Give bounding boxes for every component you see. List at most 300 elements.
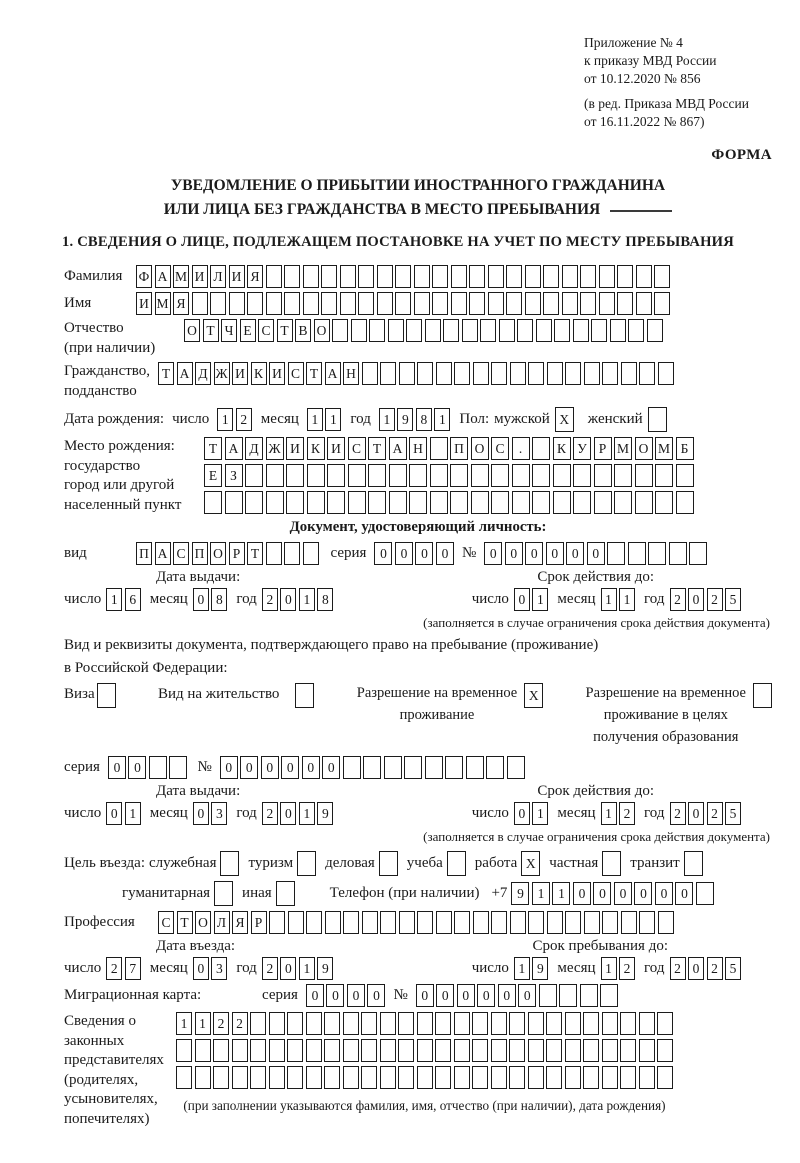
- ref-line-5: от 16.11.2022 № 867): [584, 113, 705, 129]
- char-box: 0: [347, 984, 365, 1007]
- char-box: [377, 292, 393, 315]
- char-box: 0: [614, 882, 632, 905]
- form-title-line2: ИЛИ ЛИЦА БЕЗ ГРАЖДАНСТВА В МЕСТО ПРЕБЫВАНИЯ: [163, 201, 601, 219]
- char-box: 1: [532, 588, 548, 611]
- char-box: [583, 1066, 599, 1089]
- char-box: [580, 292, 596, 315]
- char-box: [363, 756, 381, 779]
- char-box: [491, 1039, 507, 1062]
- char-box: 0: [566, 542, 584, 565]
- char-box: [562, 292, 578, 315]
- char-box: [499, 319, 515, 342]
- char-box: А: [389, 437, 407, 460]
- char-box: [491, 464, 509, 487]
- char-box: [430, 491, 448, 514]
- char-box: А: [155, 265, 171, 288]
- stay-day-boxes: [514, 957, 549, 980]
- char-box: 9: [397, 408, 413, 431]
- char-box: [546, 1039, 562, 1062]
- char-box: А: [177, 362, 193, 385]
- birth-year-label: год: [350, 411, 371, 428]
- char-box: [229, 292, 245, 315]
- char-box: [657, 1012, 673, 1035]
- char-box: [377, 265, 393, 288]
- res-series-row: [64, 756, 772, 779]
- char-box: [332, 319, 348, 342]
- residence-doc-line1: Вид и реквизиты документа, подтверждающего право на пребывание (проживание): [64, 637, 599, 654]
- char-box: [528, 362, 544, 385]
- form-title-line1: УВЕДОМЛЕНИЕ О ПРИБЫТИИ ИНОСТРАННОГО ГРАЖДАНИНА: [170, 177, 666, 195]
- char-box: [654, 265, 670, 288]
- char-box: [454, 1039, 470, 1062]
- stay-month-boxes: [601, 957, 636, 980]
- birth-place-boxes-row1: [204, 437, 694, 460]
- char-box: С: [173, 542, 189, 565]
- char-box: [425, 319, 441, 342]
- purpose-row-2: [122, 881, 772, 906]
- ref-line-2: к приказу МВД России: [584, 53, 717, 69]
- entry-date-label: Дата въезда:: [156, 938, 236, 955]
- char-box: [528, 1012, 544, 1035]
- form-title: [64, 174, 772, 222]
- section1-heading: 1. СВЕДЕНИЯ О ЛИЦЕ, ПОДЛЕЖАЩЕМ ПОСТАНОВКЕ НА УЧЕТ ПО МЕСТУ ПРЕБЫВАНИЯ: [62, 234, 734, 251]
- char-box: [435, 1039, 451, 1062]
- char-box: [398, 1039, 414, 1062]
- char-box: 0: [128, 756, 146, 779]
- char-box: 0: [193, 802, 209, 825]
- res-issue-group: число 0 1 месяц 0 3 год 2 0 1 9: [64, 802, 342, 825]
- char-box: [462, 319, 478, 342]
- representatives-label: Сведения о законных представителях (родителях, усыновителях, попечителях): [64, 1013, 164, 1127]
- surname-label: Фамилия: [64, 268, 123, 285]
- char-box: [380, 1039, 396, 1062]
- id-series-boxes: [374, 542, 454, 565]
- char-box: Л: [210, 265, 226, 288]
- char-box: [450, 491, 468, 514]
- char-box: [284, 265, 300, 288]
- char-box: 9: [317, 957, 333, 980]
- char-box: П: [450, 437, 468, 460]
- char-box: Т: [306, 362, 322, 385]
- male-label: мужской: [494, 411, 550, 428]
- char-box: 0: [374, 542, 392, 565]
- char-box: [491, 1012, 507, 1035]
- char-box: [351, 319, 367, 342]
- char-box: [213, 1039, 229, 1062]
- char-box: [324, 1066, 340, 1089]
- char-box: [676, 464, 694, 487]
- id-issue-date-label: Дата выдачи:: [156, 569, 241, 586]
- char-box: [565, 911, 581, 934]
- char-box: [509, 1039, 525, 1062]
- char-box: [287, 1012, 303, 1035]
- purpose-work-checkbox: X: [521, 851, 540, 876]
- char-box: [176, 1066, 192, 1089]
- char-box: [204, 491, 222, 514]
- char-box: 0: [457, 984, 475, 1007]
- char-box: А: [225, 437, 243, 460]
- char-box: 0: [477, 984, 495, 1007]
- char-box: [451, 292, 467, 315]
- char-box: 1: [601, 802, 617, 825]
- temp-residence-edu-checkbox: [753, 683, 772, 708]
- birth-place-row: [64, 437, 772, 515]
- char-box: К: [553, 437, 571, 460]
- forma-label: ФОРМА: [711, 147, 772, 164]
- char-box: 0: [484, 542, 502, 565]
- doc-kind-boxes: [136, 542, 319, 565]
- char-box: [669, 542, 687, 565]
- birth-day-label: число: [172, 411, 210, 428]
- char-box: 0: [688, 957, 704, 980]
- res-validity-note: (заполняется в случае ограничения срока действия документа): [423, 829, 770, 845]
- char-box: О: [635, 437, 653, 460]
- char-box: 1: [176, 1012, 192, 1035]
- char-box: С: [348, 437, 366, 460]
- purpose-tourism-label: туризм: [248, 855, 294, 872]
- char-box: [580, 265, 596, 288]
- char-box: И: [232, 362, 248, 385]
- char-box: [266, 464, 284, 487]
- char-box: [689, 542, 707, 565]
- char-box: [621, 911, 637, 934]
- representatives-boxes-row2: [176, 1039, 673, 1062]
- char-box: [610, 319, 626, 342]
- char-box: [636, 265, 652, 288]
- char-box: П: [192, 542, 208, 565]
- entry-year-boxes: [262, 957, 334, 980]
- char-box: К: [251, 362, 267, 385]
- char-box: [565, 362, 581, 385]
- char-box: [232, 1066, 248, 1089]
- char-box: [384, 756, 402, 779]
- birth-place-label: Место рождения: государство город или другой населенный пункт: [64, 438, 182, 513]
- char-box: 0: [395, 542, 413, 565]
- char-box: [599, 292, 615, 315]
- char-box: [358, 292, 374, 315]
- char-box: [543, 292, 559, 315]
- char-box: [562, 265, 578, 288]
- stay-year-boxes: [670, 957, 742, 980]
- char-box: 0: [634, 882, 652, 905]
- purpose-private-checkbox: [602, 851, 621, 876]
- char-box: 0: [306, 984, 324, 1007]
- char-box: 0: [261, 756, 279, 779]
- char-box: 1: [307, 408, 323, 431]
- char-box: 0: [546, 542, 564, 565]
- patronymic-row: [64, 319, 772, 358]
- char-box: [543, 265, 559, 288]
- char-box: [266, 292, 282, 315]
- temp-residence-edu-label: Разрешение на временное проживание в целях получения образования: [585, 685, 746, 745]
- char-box: [348, 491, 366, 514]
- char-box: Н: [343, 362, 359, 385]
- char-box: [451, 265, 467, 288]
- char-box: [488, 292, 504, 315]
- char-box: [584, 911, 600, 934]
- res-dates-head: [64, 783, 772, 800]
- char-box: [553, 491, 571, 514]
- birth-month-boxes: [307, 408, 342, 431]
- char-box: 0: [514, 588, 530, 611]
- name-boxes: [136, 292, 670, 315]
- id-number-boxes: [484, 542, 707, 565]
- id-series-label: серия: [330, 545, 367, 562]
- char-box: [599, 265, 615, 288]
- purpose-tourism-checkbox: [297, 851, 316, 876]
- char-box: [443, 319, 459, 342]
- id-valid-until-label: Срок действия до:: [537, 569, 654, 586]
- char-box: [430, 464, 448, 487]
- char-box: [362, 911, 378, 934]
- char-box: [436, 911, 452, 934]
- char-box: С: [258, 319, 274, 342]
- char-box: О: [471, 437, 489, 460]
- char-box: 1: [106, 588, 122, 611]
- id-validity-note: (заполняется в случае ограничения срока действия документа): [423, 615, 770, 631]
- char-box: [620, 1066, 636, 1089]
- char-box: 5: [725, 802, 741, 825]
- birth-place-boxes: [204, 437, 694, 514]
- char-box: 1: [325, 408, 341, 431]
- char-box: [389, 464, 407, 487]
- female-label: женский: [587, 411, 643, 428]
- id-valid-day-boxes: [514, 588, 549, 611]
- char-box: Я: [173, 292, 189, 315]
- entry-day-boxes: [106, 957, 141, 980]
- char-box: [303, 292, 319, 315]
- char-box: [417, 362, 433, 385]
- migration-card-label: Миграционная карта:: [64, 987, 202, 1004]
- char-box: [432, 265, 448, 288]
- entry-month-boxes: [193, 957, 228, 980]
- char-box: [472, 1039, 488, 1062]
- char-box: [343, 756, 361, 779]
- char-box: [361, 1012, 377, 1035]
- char-box: 3: [211, 802, 227, 825]
- char-box: А: [325, 362, 341, 385]
- char-box: [525, 292, 541, 315]
- phone-prefix: +7: [491, 885, 508, 902]
- char-box: [306, 911, 322, 934]
- char-box: [676, 491, 694, 514]
- char-box: [388, 319, 404, 342]
- char-box: [620, 1012, 636, 1035]
- birth-year-boxes: [379, 408, 451, 431]
- char-box: [169, 756, 187, 779]
- char-box: [657, 1066, 673, 1089]
- char-box: [583, 1039, 599, 1062]
- char-box: [269, 911, 285, 934]
- temp-residence-label: Разрешение на временное проживание: [356, 685, 518, 723]
- char-box: [546, 1066, 562, 1089]
- stay-until-label: Срок пребывания до:: [532, 938, 668, 955]
- char-box: 9: [317, 802, 333, 825]
- purpose-business-label: деловая: [325, 855, 375, 872]
- char-box: [488, 265, 504, 288]
- char-box: [655, 464, 673, 487]
- char-box: [565, 1039, 581, 1062]
- surname-row: [64, 265, 772, 288]
- char-box: [648, 542, 666, 565]
- char-box: [647, 319, 663, 342]
- res-valid-day-boxes: [514, 802, 549, 825]
- char-box: [176, 1039, 192, 1062]
- residence-permit-label: Вид на жительство: [157, 686, 280, 703]
- char-box: [528, 1066, 544, 1089]
- char-box: [512, 464, 530, 487]
- char-box: [491, 491, 509, 514]
- char-box: .: [512, 437, 530, 460]
- char-box: [306, 1066, 322, 1089]
- char-box: И: [269, 362, 285, 385]
- char-box: [517, 319, 533, 342]
- char-box: 5: [725, 588, 741, 611]
- char-box: [343, 1039, 359, 1062]
- char-box: [225, 491, 243, 514]
- char-box: 0: [367, 984, 385, 1007]
- char-box: [406, 319, 422, 342]
- purpose-humanitarian-label: гуманитарная: [122, 885, 211, 902]
- char-box: 1: [434, 408, 450, 431]
- char-box: [525, 265, 541, 288]
- char-box: [657, 1039, 673, 1062]
- char-box: 0: [573, 882, 591, 905]
- entry-dates-row: [64, 957, 772, 980]
- char-box: [327, 464, 345, 487]
- char-box: 2: [670, 588, 686, 611]
- char-box: [327, 491, 345, 514]
- profession-boxes: [158, 911, 674, 934]
- ref-line-3: от 10.12.2020 № 856: [584, 71, 701, 87]
- char-box: [343, 1012, 359, 1035]
- char-box: [591, 319, 607, 342]
- char-box: 8: [416, 408, 432, 431]
- representatives-boxes: [176, 1012, 673, 1114]
- char-box: [324, 1012, 340, 1035]
- char-box: М: [173, 265, 189, 288]
- char-box: [288, 911, 304, 934]
- res-valid-month-boxes: [601, 802, 636, 825]
- id-dates-row: [64, 588, 772, 611]
- char-box: [306, 1039, 322, 1062]
- char-box: [266, 542, 282, 565]
- char-box: Т: [204, 437, 222, 460]
- res-series-boxes: [108, 756, 188, 779]
- char-box: [635, 464, 653, 487]
- char-box: Ж: [266, 437, 284, 460]
- res-valid-until-label: Срок действия до:: [537, 783, 654, 800]
- purpose-row-1: [64, 851, 772, 876]
- char-box: [635, 491, 653, 514]
- char-box: О: [195, 911, 211, 934]
- char-box: [284, 542, 300, 565]
- res-series-label: серия: [64, 759, 100, 776]
- purpose-humanitarian-checkbox: [214, 881, 233, 906]
- char-box: 0: [240, 756, 258, 779]
- char-box: 9: [532, 957, 548, 980]
- char-box: [398, 1012, 414, 1035]
- char-box: [287, 1066, 303, 1089]
- mc-series-boxes: [306, 984, 386, 1007]
- char-box: [532, 491, 550, 514]
- char-box: [614, 464, 632, 487]
- purpose-study-label: учеба: [406, 855, 443, 872]
- char-box: [509, 1012, 525, 1035]
- char-box: [321, 292, 337, 315]
- char-box: [269, 1066, 285, 1089]
- citizenship-boxes: [158, 362, 674, 385]
- char-box: [266, 491, 284, 514]
- char-box: [486, 756, 504, 779]
- representatives-boxes-row1: [176, 1012, 673, 1035]
- id-issue-group: число 1 6 месяц 0 8 год 2 0 1 8: [64, 588, 342, 611]
- char-box: 1: [532, 882, 550, 905]
- char-box: [324, 1039, 340, 1062]
- id-number-label: №: [461, 545, 477, 562]
- char-box: 0: [688, 802, 704, 825]
- title-underline: [610, 210, 672, 212]
- char-box: 1: [514, 957, 530, 980]
- char-box: [473, 911, 489, 934]
- char-box: [584, 362, 600, 385]
- char-box: 3: [211, 957, 227, 980]
- char-box: [602, 1012, 618, 1035]
- citizenship-label: Гражданство, подданство: [64, 363, 151, 399]
- char-box: И: [327, 437, 345, 460]
- char-box: О: [314, 319, 330, 342]
- char-box: [414, 292, 430, 315]
- char-box: [510, 362, 526, 385]
- char-box: [380, 1012, 396, 1035]
- doc-kind-label: вид: [64, 545, 87, 562]
- char-box: Б: [676, 437, 694, 460]
- char-box: [512, 491, 530, 514]
- purpose-official-checkbox: [220, 851, 239, 876]
- char-box: С: [288, 362, 304, 385]
- char-box: [430, 437, 448, 460]
- char-box: 2: [262, 802, 278, 825]
- char-box: [303, 265, 319, 288]
- char-box: 2: [619, 802, 635, 825]
- char-box: [469, 265, 485, 288]
- birth-day-boxes: [217, 408, 252, 431]
- char-box: [573, 464, 591, 487]
- char-box: [696, 882, 714, 905]
- entry-date-group: число 2 7 месяц 0 3 год 2 0 1 9: [64, 957, 342, 980]
- migration-card-row: [64, 984, 772, 1007]
- id-valid-group: число 0 1 месяц 1 1 год 2 0 2 5: [472, 588, 750, 611]
- char-box: [417, 911, 433, 934]
- residence-permit-checkbox: [295, 683, 314, 708]
- char-box: [435, 1012, 451, 1035]
- char-box: [195, 1039, 211, 1062]
- char-box: 0: [593, 882, 611, 905]
- char-box: [343, 1066, 359, 1089]
- char-box: Т: [277, 319, 293, 342]
- char-box: 0: [281, 756, 299, 779]
- representatives-boxes-row3: [176, 1066, 673, 1089]
- char-box: [507, 756, 525, 779]
- char-box: 0: [193, 588, 209, 611]
- char-box: 7: [125, 957, 141, 980]
- residence-type-row: [64, 683, 772, 748]
- name-row: [64, 292, 772, 315]
- char-box: 0: [505, 542, 523, 565]
- char-box: [454, 362, 470, 385]
- char-box: [602, 362, 618, 385]
- birth-place-boxes-row2: [204, 464, 694, 487]
